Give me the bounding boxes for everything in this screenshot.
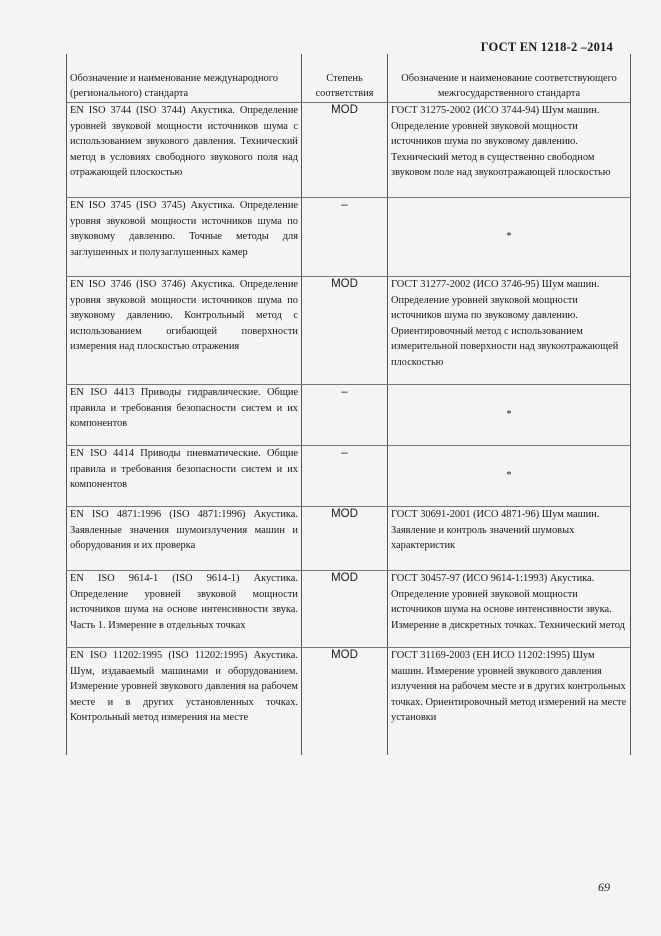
table-row [67,103,631,198]
degree-cell: MOD [302,648,388,756]
table-header-row [67,54,631,103]
degree-cell: MOD [302,103,388,198]
column-header-degree-of-correspondence: Степень соответствия [302,54,388,103]
column-header-interstate-standard: Обозначение и наименование соответствующего межгосударственного стандарта [388,54,631,103]
degree-cell: MOD [302,507,388,571]
international-standard-cell: EN ISO 4871:1996 (ISO 4871:1996) Акустика. Заявленные значения шумоизлучения машин и оборудования и их проверка [67,507,302,571]
table-row [67,198,631,277]
table-row [67,277,631,385]
interstate-standard-cell: ГОСТ 30457-97 (ИСО 9614-1:1993) Акустика. Определение уровней звуковой мощности источников шума на основе интенсивности звука. Измерение в дискретных точках. Технический метод [388,571,631,648]
page-number: 69 [598,880,610,894]
standards-correspondence-table [66,54,631,755]
interstate-standard-cell: ГОСТ 31277-2002 (ИСО 3746-95) Шум машин. Определение уровней звуковой мощности источников шума по звуковому давлению. Ориентировочный метод с использованием измерительной поверхности над звукоотражающей плоскостью [388,277,631,385]
column-header-international-standard: Обозначение и наименование международного (регионального) стандарта [67,54,302,103]
international-standard-cell: EN ISO 4413 Приводы гидравлические. Общие правила и требования безопасности систем и их компонентов [67,385,302,446]
interstate-standard-cell: ГОСТ 30691-2001 (ИСО 4871-96) Шум машин. Заявление и контроль значений шумовых характеристик [388,507,631,571]
degree-cell: MOD [302,277,388,385]
interstate-standard-cell: ГОСТ 31275-2002 (ИСО 3744-94) Шум машин. Определение уровней звуковой мощности источников шума по звуковому давлению. Технический метод в существенно свободном звуковом поле над звукоотражающей плоскостью [388,103,631,198]
degree-cell: – [302,198,388,277]
table-row [67,507,631,571]
international-standard-cell: EN ISO 3746 (ISO 3746) Акустика. Определение уровня звуковой мощности источников шума по звуковому давлению. Контрольный метод с использованием огибающей поверхности измерения над плоскостью отражения [67,277,302,385]
table-row [67,385,631,446]
international-standard-cell: EN ISO 9614-1 (ISO 9614-1) Акустика. Определение уровней звуковой мощности источников шума на основе интенсивности звука. Часть 1. Измерение в отдельных точках [67,571,302,648]
degree-cell: MOD [302,571,388,648]
international-standard-cell: EN ISO 3745 (ISO 3745) Акустика. Определение уровня звуковой мощности источников шума по звуковому давлению. Точные методы для заглушенных и полузаглушенных камер [67,198,302,277]
international-standard-cell: EN ISO 11202:1995 (ISO 11202:1995) Акустика. Шум, издаваемый машинами и оборудованием. Измерение уровней звукового давления на рабочем месте и в других установленных точках. Контрольный метод измерения на месте [67,648,302,756]
degree-cell: – [302,446,388,507]
degree-cell: – [302,385,388,446]
international-standard-cell: EN ISO 3744 (ISO 3744) Акустика. Определение уровней звуковой мощности источников шума с использованием звукового давления. Технический метод в условиях свободного звукового поля над отражающей плоскостью [67,103,302,198]
interstate-standard-cell: * [388,385,631,446]
interstate-standard-cell: ГОСТ 31169-2003 (ЕН ИСО 11202:1995) Шум машин. Измерение уровней звукового давления излучения на рабочем месте и в других контрольных точках. Ориентировочный метод измерений на месте установки [388,648,631,756]
international-standard-cell: EN ISO 4414 Приводы пневматические. Общие правила и требования безопасности систем и их компонентов [67,446,302,507]
document-code: ГОСТ EN 1218-2 –2014 [480,40,613,54]
table-row [67,648,631,756]
interstate-standard-cell: * [388,198,631,277]
table-row [67,571,631,648]
interstate-standard-cell: * [388,446,631,507]
table-row [67,446,631,507]
